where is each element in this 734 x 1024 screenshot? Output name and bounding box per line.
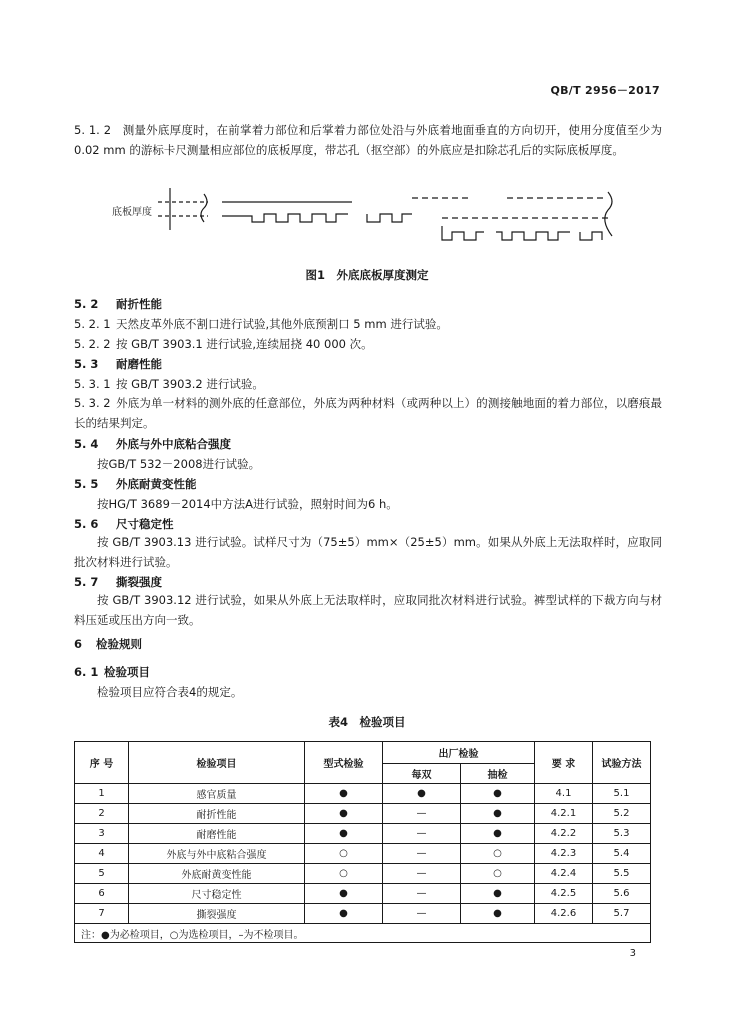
table-caption: 表4 检验项目 xyxy=(328,715,406,729)
heading-5-3: 5. 3 耐磨性能 xyxy=(74,357,162,371)
table-row: 6 尺寸稳定性 ● — ● 4.2.5 5.6 xyxy=(75,884,651,904)
section-5-4-text: 按GB/T 532－2008进行试验。 xyxy=(97,457,261,471)
standard-code: QB/T 2956－2017 xyxy=(550,84,660,97)
sole-cross-section-diagram xyxy=(112,184,632,250)
section-5-6-text: 按 GB/T 3903.13 进行试验。试样尺寸为（75±5）mm×（25±5）mm。如果从外底上无法取样时，应取同批次材料进行试验。 xyxy=(74,535,662,569)
section-5-7-text: 按 GB/T 3903.12 进行试验，如果从外底上无法取样时，应取同批次材料进行试验。裤型试样的下裁方向与材料压延或压出方向一致。 xyxy=(74,593,662,627)
tread-pattern-right-2 xyxy=(496,232,570,240)
heading-5-6: 5. 6 尺寸稳定性 xyxy=(74,517,174,531)
heading-5-4: 5. 4 外底与外中底粘合强度 xyxy=(74,437,231,451)
header-method: 试验方法 xyxy=(593,742,651,784)
section-text: 测量外底厚度时，在前掌着力部位和后掌着力部位处沿与外底着地面垂直的方向切开，使用分度值至少为 0.02 mm 的游标卡尺测量相应部位的底板厚度，带芯孔（抠空部）的外底应是扣除芯孔后的实际底板厚度。 xyxy=(74,123,662,157)
table-row: 2 耐折性能 ● — ● 4.2.1 5.2 xyxy=(75,804,651,824)
section-5-5-text: 按HG/T 3689－2014中方法A进行试验，照射时间为6 h。 xyxy=(97,497,398,511)
header-factory: 出厂检验 xyxy=(383,742,535,764)
table-note: 注：●为必检项目，○为选检项目，–为不检项目。 xyxy=(75,924,651,943)
table-row: 4 外底与外中底粘合强度 ○ — ○ 4.2.3 5.4 xyxy=(75,844,651,864)
tread-pattern-right-3 xyxy=(580,232,602,240)
figure-caption: 图1 外底底板厚度测定 xyxy=(305,268,429,282)
figure-label-thickness: 底板厚度 xyxy=(112,207,152,218)
section-number: 5. 1. 2 xyxy=(74,123,112,137)
section-5-3-2: 5. 3. 2 外底为单一材料的测外底的任意部位，外底为两种材料（或两种以上）的测接触地面的着力部位，以磨痕最长的结果判定。 xyxy=(74,396,662,430)
page-number: 3 xyxy=(629,948,636,959)
table-row: 3 耐磨性能 ● — ● 4.2.2 5.3 xyxy=(75,824,651,844)
tread-pattern-mid xyxy=(367,214,412,222)
break-line-right xyxy=(605,192,612,236)
header-no: 序 号 xyxy=(75,742,129,784)
header-each-pair: 每双 xyxy=(383,764,461,784)
tread-pattern-left xyxy=(222,214,348,222)
section-5-2-1: 5. 2. 1 天然皮革外底不割口进行试验,其他外底预割口 5 mm 进行试验。 xyxy=(74,317,448,331)
heading-6-1: 6. 1 检验项目 xyxy=(74,665,150,679)
header-sampling: 抽检 xyxy=(461,764,535,784)
heading-5-5: 5. 5 外底耐黄变性能 xyxy=(74,477,197,491)
heading-5-2: 5. 2 耐折性能 xyxy=(74,297,162,311)
tread-pattern-right-1 xyxy=(442,226,484,240)
break-line xyxy=(201,194,207,222)
section-6-1-text: 检验项目应符合表4的规定。 xyxy=(97,685,243,699)
figure-1 xyxy=(112,184,632,250)
header-requirement: 要 求 xyxy=(535,742,593,784)
inspection-table xyxy=(74,741,651,943)
section-5-1-2 xyxy=(74,120,662,160)
header-type-test: 型式检验 xyxy=(305,742,383,784)
table-row: 1 感官质量 ● ● ● 4.1 5.1 xyxy=(75,784,651,804)
table-row: 7 撕裂强度 ● — ● 4.2.6 5.7 xyxy=(75,904,651,924)
section-5-2-2: 5. 2. 2 按 GB/T 3903.1 进行试验,连续屈挠 40 000 次。 xyxy=(74,337,373,351)
table-note-row xyxy=(75,924,651,943)
section-5-3-1: 5. 3. 1 按 GB/T 3903.2 进行试验。 xyxy=(74,377,264,391)
heading-6: 6 检验规则 xyxy=(74,637,142,651)
header-item: 检验项目 xyxy=(129,742,305,784)
heading-5-7: 5. 7 撕裂强度 xyxy=(74,575,162,589)
table-row: 5 外底耐黄变性能 ○ — ○ 4.2.4 5.5 xyxy=(75,864,651,884)
